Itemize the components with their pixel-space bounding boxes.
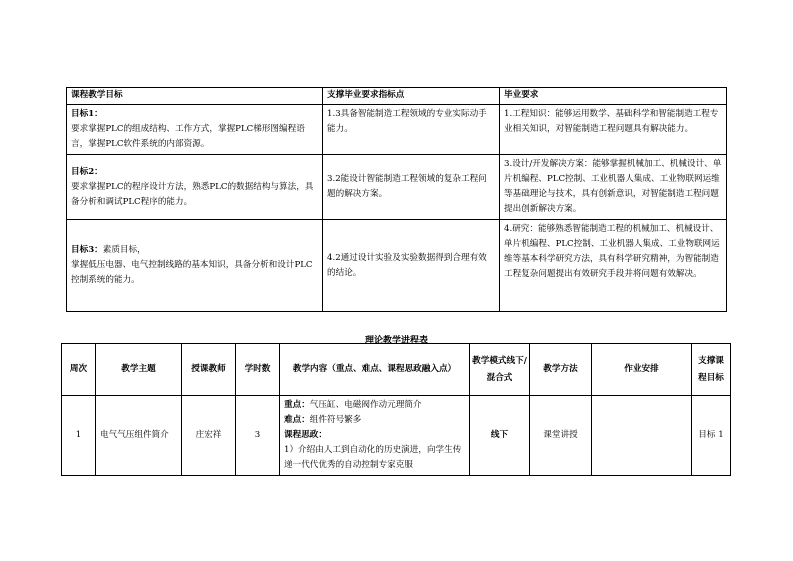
teacher-cell: 庄宏祥 (182, 396, 236, 476)
header-method: 教学方法 (530, 344, 592, 396)
objective-text: 要求掌握PLC的程序设计方法，熟悉PLC的数据结构与算法，具备分析和调试PLC程序的能力。 (71, 181, 314, 207)
objective-row (67, 220, 727, 312)
header-course-objective: 课程教学目标 (67, 88, 323, 105)
schedule-table-title: 理论教学进程表 (364, 336, 428, 346)
ideology-label: 课程思政： (284, 430, 327, 440)
indicator-cell: 1.3具备智能制造工程领域的专业实际动手能力。 (323, 105, 500, 155)
indicator-cell: 4.2通过设计实验及实验数据得到合理有效的结论。 (323, 220, 500, 312)
requirement-cell: 3.设计/开发解决方案：能够掌握机械加工、机械设计、单片机编程、PLC控制、工业机器人集成、工业物联网运维等基础理论与技术，具有创新意识，对智能制造工程问题提出创新解决方案。 (500, 155, 727, 220)
objective-text: 掌握低压电器、电气控制线路的基本知识，具备分析和设计PLC控制系统的能力。 (71, 260, 313, 285)
header-homework: 作业安排 (592, 344, 692, 396)
indicator-cell: 3.2能设计智能制造工程领域的复杂工程问题的解决方案。 (323, 155, 500, 220)
header-mode: 教学模式线下/混合式 (470, 344, 530, 396)
homework-cell (592, 396, 692, 476)
method-cell: 课堂讲授 (530, 396, 592, 476)
topic-cell: 电气气压组件简介 (96, 396, 182, 476)
key-text: 气压缸、电磁阀作动元理简介 (309, 400, 422, 410)
objective-text: 要求掌握PLC的组成结构、工作方式，掌握PLC梯形图编程语言，掌握PLC软件系统的内部资源。 (71, 124, 305, 149)
week-cell: 1 (62, 396, 96, 476)
objective-cell (67, 220, 323, 312)
header-content: 教学内容（重点、难点、课程思政融入点） (280, 344, 470, 396)
difficult-label: 难点： (284, 415, 310, 425)
objectives-header-row (67, 88, 727, 105)
requirement-cell: 1.工程知识：能够运用数学、基础科学和智能制造工程专业相关知识，对智能制造工程问题具有解决能力。 (500, 105, 727, 155)
hours-cell: 3 (236, 396, 280, 476)
header-support: 支撑课程目标 (692, 344, 731, 396)
key-label: 重点： (284, 400, 310, 410)
header-indicator: 支撑毕业要求指标点 (323, 88, 500, 105)
content-cell (280, 396, 470, 476)
objective-row (67, 105, 727, 155)
table-row (62, 396, 731, 476)
ideology-text: 1）介绍由人工到自动化的历史演进，向学生传递一代代优秀的自动控制专家克服 (284, 445, 462, 470)
support-cell: 目标 1 (692, 396, 731, 476)
objective-row (67, 155, 727, 220)
course-objectives-table (66, 87, 727, 312)
theory-schedule-table (61, 343, 731, 476)
objective-cell (67, 155, 323, 220)
objective-inline-text: 素质目标， (102, 245, 146, 255)
requirement-cell: 4.研究：能够熟悉智能制造工程的机械加工、机械设计、单片机编程、PLC控制、工业机器人集成、工业物联网运维等基本科学研究方法，具有科学研究精神，为智能制造工程复杂问题提出有效研究手段并将问题有效解决。 (500, 220, 727, 312)
header-graduation-requirement: 毕业要求 (500, 88, 727, 105)
objective-cell (67, 105, 323, 155)
header-teacher: 授课教师 (182, 344, 236, 396)
objective-title: 目标2： (71, 166, 103, 177)
difficult-text: 组件符号繁多 (309, 415, 362, 425)
header-hours: 学时数 (236, 344, 280, 396)
schedule-header-row (62, 344, 731, 396)
mode-cell: 线下 (470, 396, 530, 476)
objective-title: 目标3： (71, 245, 103, 255)
header-topic: 教学主题 (96, 344, 182, 396)
objective-title: 目标1： (71, 109, 103, 119)
header-week: 周次 (62, 344, 96, 396)
